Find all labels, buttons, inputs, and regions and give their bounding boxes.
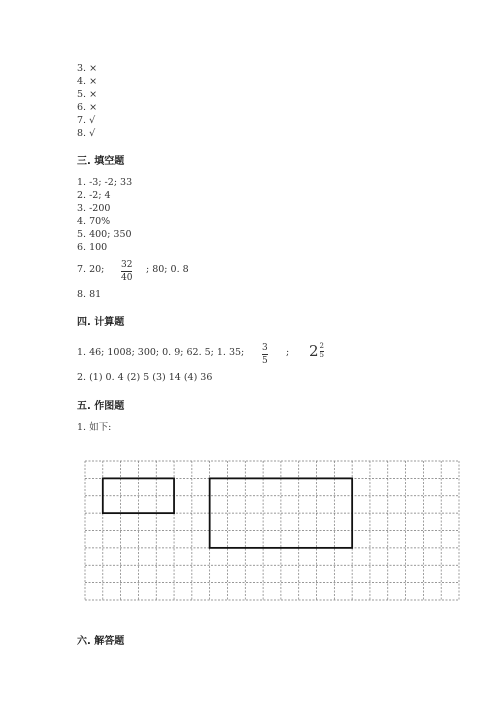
fraction-numerator: 32 (121, 260, 133, 270)
fill-answer-4: 4. 70% (77, 216, 111, 227)
section-3-title: 三. 填空题 (77, 156, 125, 167)
section-5-title: 五. 作图题 (77, 401, 125, 412)
mixed-whole: 2 (309, 342, 319, 360)
fraction-numerator: 2 (319, 342, 325, 350)
answer-3: 3. × (77, 63, 98, 74)
fill-answer-1: 1. -3; -2; 33 (77, 177, 133, 188)
section-4-title: 四. 计算题 (77, 317, 125, 328)
fill-answer-7-suffix: ; 80; 0. 8 (146, 264, 189, 275)
answer-8: 8. √ (77, 128, 96, 139)
calc-answer-1-separator: ; (286, 347, 290, 358)
section-6-title: 六. 解答题 (77, 636, 125, 647)
answer-7: 7. √ (77, 115, 96, 126)
fill-answer-6: 6. 100 (77, 242, 108, 253)
calc-answer-1-prefix: 1. 46; 1008; 300; 0. 9; 62. 5; 1. 35; (77, 347, 245, 358)
answer-6: 6. × (77, 102, 98, 113)
fill-answer-8: 8. 81 (77, 289, 102, 300)
fill-answer-7-prefix: 7. 20; (77, 264, 105, 275)
fraction-denominator: 5 (319, 351, 325, 359)
fill-answer-5: 5. 400; 350 (77, 229, 132, 240)
fill-answer-3: 3. -200 (77, 203, 111, 214)
fraction-numerator: 3 (262, 343, 268, 353)
drawing-answer-1: 1. 如下: (77, 422, 112, 433)
fill-answer-2: 2. -2; 4 (77, 190, 111, 201)
fraction-denominator: 40 (121, 273, 133, 283)
answer-4: 4. × (77, 76, 98, 87)
calc-answer-2: 2. (1) 0. 4 (2) 5 (3) 14 (4) 36 (77, 372, 213, 383)
answer-5: 5. × (77, 89, 98, 100)
fraction-denominator: 5 (262, 356, 268, 366)
